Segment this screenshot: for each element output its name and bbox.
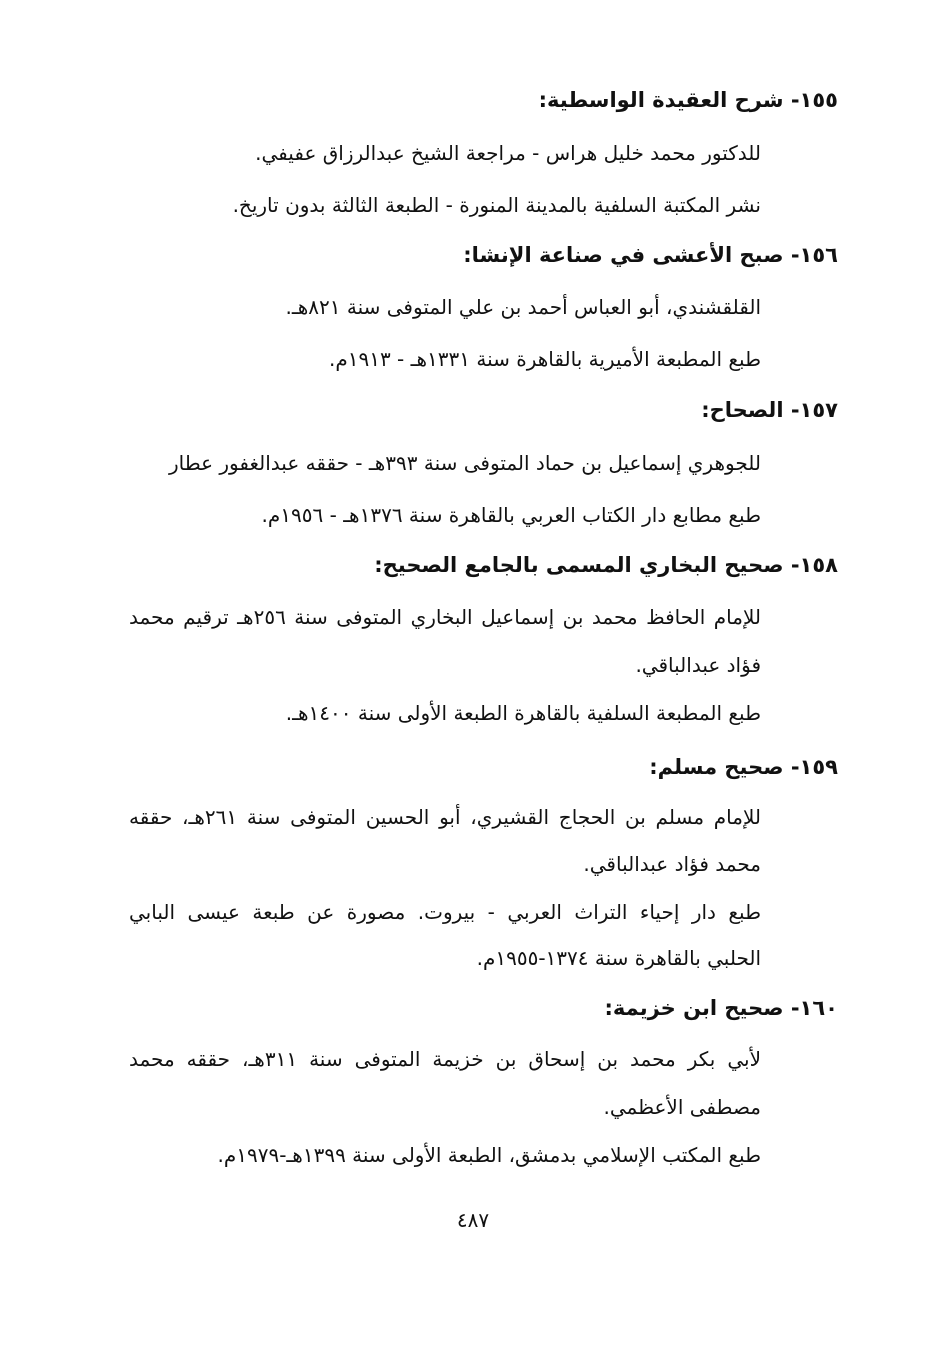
entry-line: طبع المطبعة الأميرية بالقاهرة سنة ١٣٣١هـ - ١٩١٣م. (328, 347, 761, 371)
entry-line: للدكتور محمد خليل هراس - مراجعة الشيخ عبدالرزاق عفيفي. (255, 141, 761, 165)
entry-line: طبع المكتب الإسلامي بدمشق، الطبعة الأولى سنة ١٣٩٩هـ-١٩٧٩م. (217, 1143, 761, 1167)
entry-line: لأبي بكر محمد بن إسحاق بن خزيمة المتوفى سنة ٣١١هـ، حققه محمد (129, 1047, 761, 1071)
entry-line: الحلبي بالقاهرة سنة ١٣٧٤-١٩٥٥م. (476, 946, 761, 970)
entry-heading: ١٥٧- الصحاح: (701, 398, 838, 422)
entry-line: طبع دار إحياء التراث العربي - بيروت. مصورة عن طبعة عيسى البابي (129, 900, 761, 924)
entry-line: للإمام الحافظ محمد بن إسماعيل البخاري المتوفى سنة ٢٥٦هـ ترقيم محمد (129, 605, 762, 629)
entry-line: مصطفى الأعظمي. (603, 1095, 761, 1119)
entry-heading: ١٥٥- شرح العقيدة الواسطية: (538, 88, 838, 112)
entry-line: طبع المطبعة السلفية بالقاهرة الطبعة الأولى سنة ١٤٠٠هـ. (285, 701, 761, 725)
entry-heading: ١٥٦- صبح الأعشى في صناعة الإنشا: (463, 243, 838, 267)
entry-heading: ١٦٠- صحيح ابن خزيمة: (604, 996, 838, 1020)
page-number: ٤٨٧ (456, 1208, 490, 1232)
entry-heading: ١٥٩- صحيح مسلم: (649, 755, 838, 779)
entry-line: محمد فؤاد عبدالباقي. (583, 852, 761, 876)
entry-line: طبع مطابع دار الكتاب العربي بالقاهرة سنة ١٣٧٦هـ - ١٩٥٦م. (261, 503, 761, 527)
entry-line: للجوهري إسماعيل بن حماد المتوفى سنة ٣٩٣هـ - حققه عبدالغفور عطار (168, 451, 761, 475)
entry-line: للإمام مسلم بن الحجاج القشيري، أبو الحسين المتوفى سنة ٢٦١هـ، حققه (129, 805, 761, 829)
entry-line: فؤاد عبدالباقي. (635, 653, 761, 677)
entry-line: القلقشندي، أبو العباس أحمد بن علي المتوفى سنة ٨٢١هـ. (285, 295, 761, 319)
entry-line: نشر المكتبة السلفية بالمدينة المنورة - الطبعة الثالثة بدون تاريخ. (232, 193, 761, 217)
entry-heading: ١٥٨- صحيح البخاري المسمى بالجامع الصحيح: (374, 553, 838, 577)
